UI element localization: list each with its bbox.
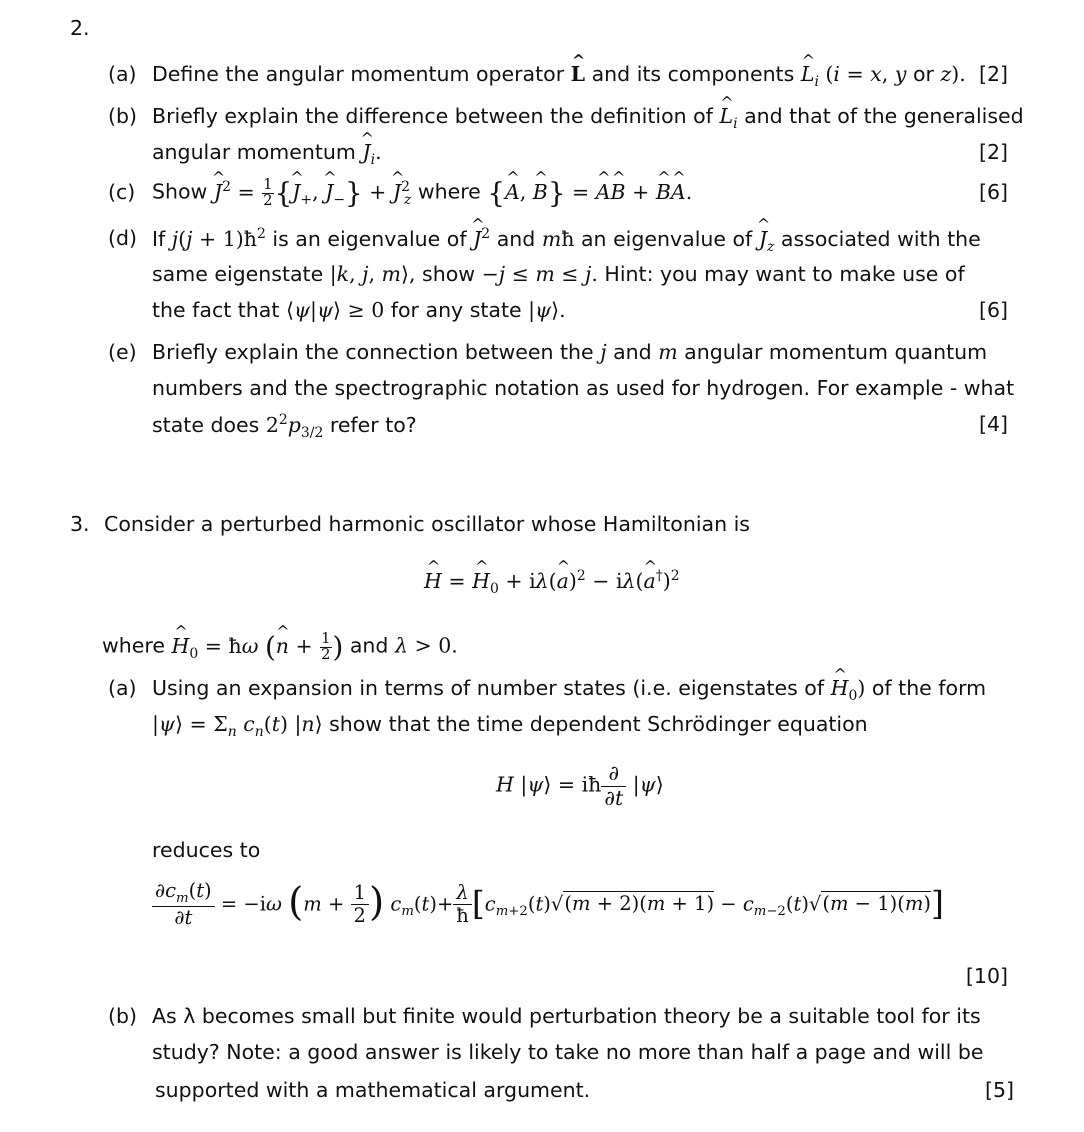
q3a-reduces-to: reduces to xyxy=(152,838,261,862)
q2d-text-line1: If $j(j + 1)ħ^2$ is an eigenvalue of J ^$^2$ and mħ an eigenvalue of J $\^{}_z$ associated with the xyxy=(152,226,981,255)
q2a-text: Define the angular momentum operator L ^ and its components L $\^{}_i$ (i = x, y or z). xyxy=(152,62,966,90)
q2e-text-line2: numbers and the spectrographic notation as used for hydrogen. For example - what xyxy=(152,376,1015,400)
q2d-text-line3: the fact that ⟨ψ|ψ⟩ ≥ 0 for any state |ψ⟩. xyxy=(152,298,566,322)
q3-where-line: where H $\^{}_0$ = ħω (n ^ + $\frac{1}{2}$ ) and λ > 0. xyxy=(102,630,458,663)
q2b-text-line1: Briefly explain the difference between the definition of L $\^{}_i$ and that of the generalised xyxy=(152,104,1024,132)
q3a-text-line2: |ψ⟩ = $\Sigma_n$ $c_n(t)$ |n⟩ show that the time dependent Schrödinger equation xyxy=(152,712,868,741)
q2b-mark: [2] xyxy=(978,140,1008,164)
q3b-label: (b) xyxy=(108,1004,138,1028)
q3-intro: Consider a perturbed harmonic oscillator whose Hamiltonian is xyxy=(104,512,750,536)
q2b-text-line2: angular momentum J $\^{}_i$. xyxy=(152,140,382,168)
q2d-label: (d) xyxy=(108,226,138,250)
q2c-label: (c) xyxy=(108,180,136,204)
q2a-label: (a) xyxy=(108,62,137,86)
q2b-label: (b) xyxy=(108,104,138,128)
q3b-mark: [5] xyxy=(984,1078,1014,1102)
q2c-mark: [6] xyxy=(978,180,1008,204)
question-3-number: 3. xyxy=(70,512,90,536)
q3a-text-line1: Using an expansion in terms of number states (i.e. eigenstates of H $\^{}_0$) of the form xyxy=(152,676,986,704)
question-2-number: 2. xyxy=(70,16,90,40)
q2e-label: (e) xyxy=(108,340,137,364)
hamiltonian-equation: H ^ = H $\^{}_0 + i\lambda(a$ ^)$^2$ − iλ(a ^†)$^2$ xyxy=(424,568,680,597)
q2d-mark: [6] xyxy=(978,298,1008,322)
q2e-text-line3: state does $2^2p_{3/2}$ refer to? xyxy=(152,412,417,441)
q3b-text-line3: supported with a mathematical argument. xyxy=(155,1078,591,1102)
schrodinger-equation: H |ψ⟩ = iħ ∂ ∂t |ψ⟩ xyxy=(496,761,664,810)
q2a-mark: [2] xyxy=(978,62,1008,86)
reduced-equation: $\frac{\partial c_m(t)}{\partial t}$ = −iω (m + $\frac{1}{2}$ ) $c_m(t)+$ $\frac{\lambda}{ħ}$ $[c_{m+2}(t)√(m + 2)(m + 1) - c_{m-2}(t)√(m - 1)(m)]$ xyxy=(152,880,944,930)
q2e-text-line1: Briefly explain the connection between the j and m angular momentum quantum xyxy=(152,340,988,364)
q3a-label: (a) xyxy=(108,676,137,700)
q3b-text-line1: As λ becomes small but finite would perturbation theory be a suitable tool for its xyxy=(152,1004,981,1028)
q2c-equation: Show J ^$^2$ = $\frac{1}{2}$ {J $\^{}_+$, J $\^{}_-\} + J$ ^$^2_z$ where {A ^, B ^} = A ^B ^ + B ^A ^. xyxy=(152,176,692,209)
q2d-text-line2: same eigenstate |k, j, m⟩, show −j ≤ m ≤ j. Hint: you may want to make use of xyxy=(152,262,965,286)
q2e-mark: [4] xyxy=(978,412,1008,436)
q3a-mark: [10] xyxy=(965,964,1008,988)
q3b-text-line2: study? Note: a good answer is likely to take no more than half a page and will be xyxy=(152,1040,984,1064)
